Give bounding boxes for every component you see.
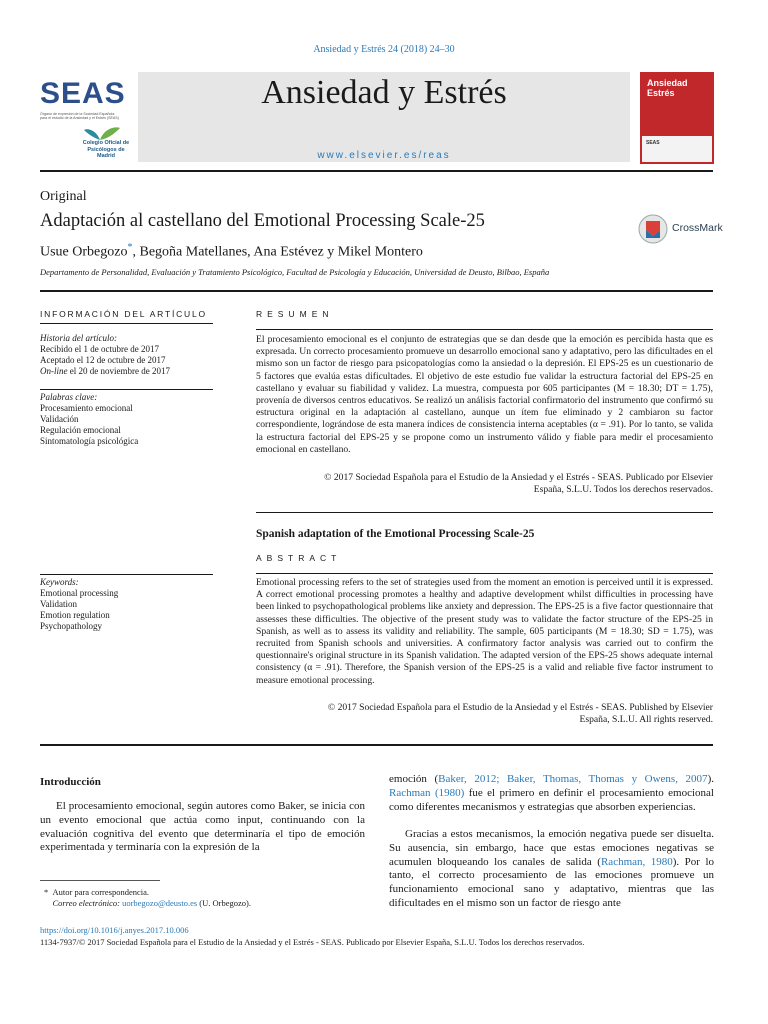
issn-line: 1134-7937/© 2017 Sociedad Española para el Estudio de la Ansiedad y el Estrés - SEAS. Publicado por Elsevier España, S.L.U. Todos los derechos reservados. [40,937,585,947]
journal-cover[interactable] [640,72,714,164]
corresponding-author-marker[interactable]: * [127,242,133,253]
cover-bottom-band [642,136,712,162]
crossmark-label: CrossMark [672,222,723,234]
keyword-en-item: Emotion regulation [40,610,110,620]
keyword-en-item: Psychopathology [40,621,102,631]
keywords-en-rule [40,574,213,575]
citation-link[interactable]: Rachman (1980) [389,786,465,799]
seas-logo-subtitle: Órgano de expresión de la Sociedad Española para el estudio de la Ansiedad y el Estrés (SEAS) [40,112,119,121]
keyword-en-item: Validation [40,599,77,609]
history-rule [40,389,213,390]
affiliation: Departamento de Personalidad, Evaluación y Tratamiento Psicológico, Facultad de Psicología y Educación, Universidad de Deusto, Bilbao, España [40,267,550,277]
article-history [40,333,213,377]
history-label: Historia del artículo: [40,333,117,343]
citation-link[interactable]: Baker, 2012; Baker, Thomas, Thomas y Owens, 2007 [438,773,708,785]
keywords-es [40,392,213,447]
english-title-rule [256,512,713,513]
intro-paragraph-left: El procesamiento emocional, según autores como Baker, se inicia con un evento emocional que actúa como input, continuando con la evaluación cognitiva del evento que determinaría el tipo de emoción experimentada y terminaría con la expresión de la [40,800,365,854]
footnote: * Autor para correspondencia. Correo electrónico: uorbegozo@deusto.es (U. Orbegozo). [44,887,251,908]
abstract-copyright: © 2017 Sociedad Española para el Estudio de la Ansiedad y el Estrés - SEAS. Published by Elsevier España, S.L.U. All rights reserved. [327,702,713,726]
keyword-item: Procesamiento emocional [40,403,133,413]
keywords-en-label: Keywords: [40,577,79,587]
seas-logo-text: SEAS [40,77,126,110]
author-email-link[interactable]: uorbegozo@deusto.es [122,898,198,908]
citation-link[interactable]: Rachman, 1980 [600,855,673,868]
received-date: Recibido el 1 de octubre de 2017 [40,344,159,354]
article-info-heading: INFORMACIÓN DEL ARTÍCULO [40,309,207,319]
seas-logo [40,78,138,120]
intro-heading: Introducción [40,776,101,788]
cover-title: Ansiedad Estrés [647,78,688,98]
accepted-date: Aceptado el 12 de octubre de 2017 [40,355,166,365]
english-title: Spanish adaptation of the Emotional Processing Scale-25 [256,528,535,540]
abstract-text: Emotional processing refers to the set of strategies used from the moment an emotion is perceived until it is expressed. A correct emotional processing promotes a healthy and adaptive development whilst difficulties in processing have been linked to psychopathological problems like anxiety and depression. The EPS-25 is a five factor questionnaire that assesses these difficulties. The objective of the present study was to validate the factor structure of the EPS-25 in Spanish, as well as to assess its validity and reliability. The sample, 605 participants (M = 18.30; SD = 1.75), was recruited from Spanish schools and universities. A confirmatory factor analysis was carried out to confirm the questionnaire's original structure in its Spanish validation. The adapted version of the EPS-25 shows adequate internal consistency (α = .91). Therefore, the Spanish version of the EPS-25 is a valid and reliable five factor instrument to measure emotional processing. [256,577,713,686]
colegio-text: Colegio Oficial de Psicólogos de Madrid [82,140,130,160]
keyword-item: Sintomatología psicológica [40,436,139,446]
abstract-heading: ABSTRACT [256,553,342,563]
author-1: Usue Orbegozo [40,244,128,260]
resumen-copyright: © 2017 Sociedad Española para el Estudio de la Ansiedad y el Estrés - SEAS. Publicado por Elsevier España, S.L.U. Todos los derechos reservados. [324,472,713,496]
section-label: Original [40,189,87,204]
footnote-rule [40,880,160,881]
resumen-text: El procesamiento emocional es el conjunto de estrategias que se dan desde que la emoción es percibida hasta que es expresada. Un correcto procesamiento promueve un desarrollo emocional sano y adaptativo, pero las dificultades en el mismo son un factor de riesgo para psicopatologías como la ansiedad o la depresión. El EPS-25 es un cuestionario de 5 factores que evalúa estas dificultades. El objetivo de este estudio fue validar la estructura factorial del EPS-25 en castellano y evaluar su fiabilidad y validez. La muestra, compuesta por 605 participantes (M = 18.30; DT = 1.75), provenía de diversos centros educativos. Se realizó un análisis factorial confirmatorio del instrumento que confirmó su estructura original en la adaptación al castellano, aunque un ítem fue eliminado y 2 cambiaron su factor correspondiente, lográndose de esta manera índices de consistencia interna aceptables (α = .91). Por lo tanto, se valida la estructura factorial del EPS-25 y se propone como un instrumento válido y fiable para medir el procesamiento emocional en castellano. [256,334,713,455]
journal-title: Ansiedad y Estrés [261,74,507,111]
journal-citation[interactable]: Ansiedad y Estrés 24 (2018) 24–30 [313,44,455,55]
keyword-item: Regulación emocional [40,425,121,435]
abstract-end-rule [40,744,713,746]
intro-paragraph-right-2: Gracias a estos mecanismos, la emoción negativa puede ser disuelta. Su ausencia, sin embargo, hace que estas emociones negativas se acumulen bloqueando los canales de salida (Rachman, 1980). Por lo tanto, el correcto procesamiento de las emociones promueve un funcionamiento emocional sano y adaptativo, mientras que las dificultades en el mismo son un factor de riesgo ante [389,828,715,909]
crossmark-button[interactable] [638,212,723,246]
author-others: , Begoña Matellanes, Ana Estévez y Mikel Montero [132,244,423,260]
resumen-rule [256,329,713,330]
title-rule [40,290,713,292]
online-prefix: On-line [40,366,68,376]
cover-publisher: SEAS [646,140,660,146]
doi-link[interactable]: https://doi.org/10.1016/j.anyes.2017.10.006 [40,925,189,935]
authors [40,242,423,261]
article-title: Adaptación al castellano del Emotional Processing Scale-25 [40,211,485,231]
abstract-rule [256,573,713,574]
keywords-en [40,577,213,632]
colegio-logo [70,126,136,166]
keyword-en-item: Emotional processing [40,588,119,598]
crossmark-icon [638,214,668,244]
intro-paragraph-right-1: emoción (Baker, 2012; Baker, Thomas, Thomas y Owens, 2007). Rachman (1980) fue el primero en definir el procesamiento emocional como diferentes mecanismos y estrategias que absorben experiencias. [389,773,714,813]
resumen-heading: RESUMEN [256,309,334,319]
article-info-rule [40,323,213,324]
keyword-item: Validación [40,414,79,424]
online-date: el 20 de noviembre de 2017 [67,366,170,376]
header-rule [40,170,713,172]
journal-url[interactable]: www.elsevier.es/reas [317,150,451,161]
keywords-label: Palabras clave: [40,392,98,402]
